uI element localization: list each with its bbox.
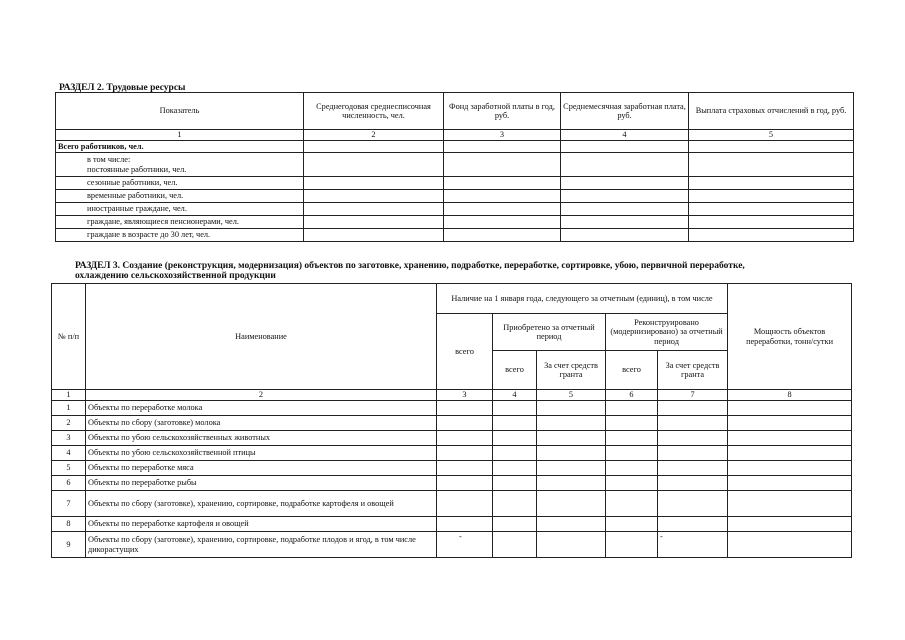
table-row: [56, 141, 854, 153]
permanent-label: постоянные работники, чел.: [87, 164, 187, 174]
table-row: [52, 517, 852, 532]
section2-title: РАЗДЕЛ 2. Трудовые ресурсы: [59, 83, 186, 93]
value-cell[interactable]: [561, 141, 689, 153]
col-number: 6: [606, 390, 658, 401]
value-cell[interactable]: [537, 461, 606, 476]
value-cell[interactable]: [606, 401, 658, 416]
value-cell[interactable]: [304, 153, 444, 177]
value-cell[interactable]: [437, 461, 493, 476]
value-cell[interactable]: [561, 203, 689, 216]
table-row: [52, 491, 852, 517]
row-label-under-30: граждане в возрасте до 30 лет, чел.: [56, 229, 304, 242]
table-row: [52, 476, 852, 491]
including-label: в том числе:: [87, 155, 131, 164]
value-cell[interactable]: [689, 141, 854, 153]
value-cell[interactable]: [537, 401, 606, 416]
row-name: Объекты по переработке мяса: [86, 461, 437, 476]
value-cell[interactable]: [444, 153, 561, 177]
row-name: Объекты по сбору (заготовке), хранению, сортировке, подработке картофеля и овощей: [86, 491, 437, 517]
header-name: Наименование: [86, 284, 437, 390]
value-cell[interactable]: [493, 401, 537, 416]
value-cell[interactable]: [537, 446, 606, 461]
row-name: Объекты по сбору (заготовке), хранению, сортировке, подработке плодов и ягод, в том числе дикорастущих: [86, 532, 437, 558]
section3-title-line2: охлаждению сельскохозяйственной продукции: [75, 271, 276, 281]
value-cell[interactable]: [304, 203, 444, 216]
header-indicator: Показатель: [56, 93, 304, 130]
value-cell[interactable]: [304, 216, 444, 229]
objects-table: [51, 283, 852, 558]
value-cell[interactable]: [304, 177, 444, 190]
value-cell[interactable]: [437, 532, 493, 558]
value-cell[interactable]: [728, 461, 852, 476]
row-label-seasonal: сезонные работники, чел.: [56, 177, 304, 190]
header-payroll: Фонд заработной платы в год, руб.: [444, 93, 561, 130]
header-insurance: Выплата страховых отчислений в год, руб.: [689, 93, 854, 130]
row-name: Объекты по убою сельскохозяйственных животных: [86, 431, 437, 446]
table-row: [56, 216, 854, 229]
value-cell[interactable]: [606, 476, 658, 491]
table-row: [52, 431, 852, 446]
col-number: 4: [561, 130, 689, 141]
col-number: 7: [658, 390, 728, 401]
value-cell[interactable]: [658, 431, 728, 446]
section3-title-line1: РАЗДЕЛ 3. Создание (реконструкция, модернизация) объектов по заготовке, хранению, подработке, переработке, сортировке, убою, первичной переработке,: [75, 261, 745, 271]
table-row: [52, 401, 852, 416]
value-cell[interactable]: [444, 141, 561, 153]
value-cell[interactable]: [304, 229, 444, 242]
dash-mark: -: [459, 532, 462, 541]
header-acquired-total: всего: [493, 351, 537, 390]
header-availability: Наличие на 1 января года, следующего за отчетным (единиц), в том числе: [437, 284, 728, 314]
row-number: 4: [52, 446, 86, 461]
value-cell[interactable]: [689, 190, 854, 203]
value-cell[interactable]: [537, 517, 606, 532]
table-row: [56, 203, 854, 216]
col-number: 1: [52, 390, 86, 401]
value-cell[interactable]: [437, 431, 493, 446]
header-headcount: Среднегодовая среднесписочная численность, чел.: [304, 93, 444, 130]
header-reconstructed: Реконструировано (модернизировано) за отчетный период: [606, 314, 728, 351]
row-number: 6: [52, 476, 86, 491]
table-row: [52, 532, 852, 558]
value-cell[interactable]: [561, 177, 689, 190]
value-cell[interactable]: [561, 153, 689, 177]
table-row: [52, 446, 852, 461]
value-cell[interactable]: [658, 517, 728, 532]
table-row: [56, 153, 854, 177]
value-cell[interactable]: [689, 229, 854, 242]
value-cell[interactable]: [658, 461, 728, 476]
value-cell[interactable]: [444, 229, 561, 242]
row-name: Объекты по переработке картофеля и овощей: [86, 517, 437, 532]
col-number: 2: [86, 390, 437, 401]
labor-resources-table: [55, 92, 854, 242]
value-cell[interactable]: [689, 153, 854, 177]
value-cell[interactable]: [537, 532, 606, 558]
value-cell[interactable]: [437, 517, 493, 532]
header-acquired: Приобретено за отчетный период: [493, 314, 606, 351]
row-number: 2: [52, 416, 86, 431]
value-cell[interactable]: [689, 203, 854, 216]
value-cell[interactable]: [304, 141, 444, 153]
value-cell[interactable]: [658, 476, 728, 491]
table-row: [56, 229, 854, 242]
col-number: 5: [537, 390, 606, 401]
value-cell[interactable]: [493, 491, 537, 517]
value-cell[interactable]: [537, 431, 606, 446]
value-cell[interactable]: [444, 216, 561, 229]
row-number: 5: [52, 461, 86, 476]
value-cell[interactable]: [658, 532, 728, 558]
value-cell[interactable]: [658, 416, 728, 431]
table-row: [52, 416, 852, 431]
value-cell[interactable]: [658, 446, 728, 461]
value-cell[interactable]: [537, 416, 606, 431]
row-label-pensioners: граждане, являющиеся пенсионерами, чел.: [56, 216, 304, 229]
value-cell[interactable]: [728, 416, 852, 431]
row-label-foreign: иностранные граждане, чел.: [56, 203, 304, 216]
row-name: Объекты по сбору (заготовке) молока: [86, 416, 437, 431]
row-number: 9: [52, 532, 86, 558]
col-number: 3: [437, 390, 493, 401]
header-avg-salary: Среднемесячная заработная плата, руб.: [561, 93, 689, 130]
value-cell[interactable]: [304, 190, 444, 203]
value-cell[interactable]: [606, 461, 658, 476]
row-label-total-workers: Всего работников, чел.: [56, 141, 304, 153]
value-cell[interactable]: [493, 416, 537, 431]
value-cell[interactable]: [606, 416, 658, 431]
row-number: 1: [52, 401, 86, 416]
value-cell[interactable]: [728, 532, 852, 558]
value-cell[interactable]: [606, 446, 658, 461]
col-number: 5: [689, 130, 854, 141]
value-cell[interactable]: [537, 476, 606, 491]
row-number: 8: [52, 517, 86, 532]
header-reconstructed-total: всего: [606, 351, 658, 390]
value-cell[interactable]: [493, 446, 537, 461]
value-cell[interactable]: [561, 216, 689, 229]
row-number: 7: [52, 491, 86, 517]
value-cell[interactable]: [493, 532, 537, 558]
value-cell[interactable]: [444, 177, 561, 190]
header-reconstructed-grant: За счет средств гранта: [658, 351, 728, 390]
value-cell[interactable]: [493, 431, 537, 446]
value-cell[interactable]: [606, 517, 658, 532]
value-cell[interactable]: [493, 461, 537, 476]
value-cell[interactable]: [728, 476, 852, 491]
row-label-permanent: [56, 153, 304, 177]
header-number: № п/п: [52, 284, 86, 390]
value-cell[interactable]: [437, 401, 493, 416]
row-name: Объекты по убою сельскохозяйственной птицы: [86, 446, 437, 461]
col-number: 3: [444, 130, 561, 141]
value-cell[interactable]: [444, 203, 561, 216]
value-cell[interactable]: [728, 446, 852, 461]
value-cell[interactable]: [728, 517, 852, 532]
table-row: [56, 190, 854, 203]
value-cell[interactable]: [728, 491, 852, 517]
value-cell[interactable]: [561, 229, 689, 242]
row-label-temporary: временные работники, чел.: [56, 190, 304, 203]
value-cell[interactable]: [437, 491, 493, 517]
row-number: 3: [52, 431, 86, 446]
value-cell[interactable]: [437, 476, 493, 491]
value-cell[interactable]: [728, 401, 852, 416]
col-number: 1: [56, 130, 304, 141]
value-cell[interactable]: [658, 401, 728, 416]
value-cell[interactable]: [606, 431, 658, 446]
value-cell[interactable]: [537, 491, 606, 517]
header-total: всего: [437, 314, 493, 390]
table-row: [56, 177, 854, 190]
value-cell[interactable]: [493, 517, 537, 532]
value-cell[interactable]: [689, 216, 854, 229]
dash-mark: -: [660, 532, 663, 541]
value-cell[interactable]: [606, 491, 658, 517]
value-cell[interactable]: [658, 491, 728, 517]
value-cell[interactable]: [689, 177, 854, 190]
value-cell[interactable]: [437, 416, 493, 431]
value-cell[interactable]: [437, 446, 493, 461]
row-name: Объекты по переработке молока: [86, 401, 437, 416]
value-cell[interactable]: [606, 532, 658, 558]
header-capacity: Мощность объектов переработки, тонн/сутки: [728, 284, 852, 390]
value-cell[interactable]: [561, 190, 689, 203]
table-row: [52, 461, 852, 476]
col-number: 4: [493, 390, 537, 401]
row-name: Объекты по переработке рыбы: [86, 476, 437, 491]
header-acquired-grant: За счет средств гранта: [537, 351, 606, 390]
col-number: 2: [304, 130, 444, 141]
value-cell[interactable]: [728, 431, 852, 446]
value-cell[interactable]: [444, 190, 561, 203]
value-cell[interactable]: [493, 476, 537, 491]
col-number: 8: [728, 390, 852, 401]
